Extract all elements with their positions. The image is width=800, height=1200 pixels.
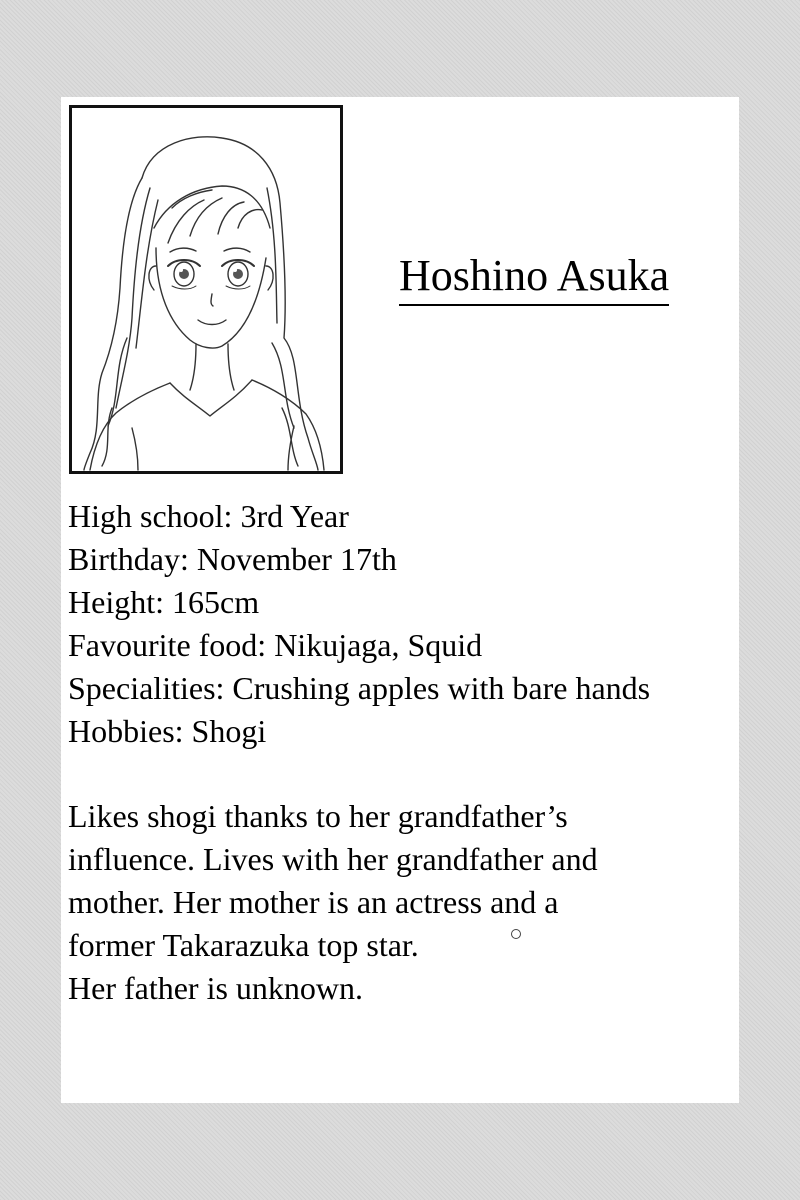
bio-line: Her father is unknown.	[68, 970, 364, 1006]
character-portrait	[69, 105, 343, 474]
stat-school-year: High school: 3rd Year	[68, 498, 349, 534]
character-name: Hoshino Asuka	[399, 254, 669, 306]
bio-paragraph	[68, 795, 728, 1010]
stat-specialities: Specialities: Crushing apples with bare hands	[68, 670, 651, 706]
stat-height: Height: 165cm	[68, 584, 260, 620]
bio-line: influence. Lives with her grandfather and	[68, 841, 598, 877]
bio-line: former Takarazuka top star.	[68, 927, 419, 963]
stats-list	[68, 495, 650, 753]
profile-card	[61, 97, 739, 1103]
stat-favourite-food: Favourite food: Nikujaga, Squid	[68, 627, 483, 663]
bio-line: mother. Her mother is an actress and a	[68, 884, 559, 920]
stray-circle-mark	[511, 929, 521, 939]
bio-line: Likes shogi thanks to her grandfather’s	[68, 798, 568, 834]
stat-birthday: Birthday: November 17th	[68, 541, 397, 577]
stat-hobbies: Hobbies: Shogi	[68, 713, 267, 749]
